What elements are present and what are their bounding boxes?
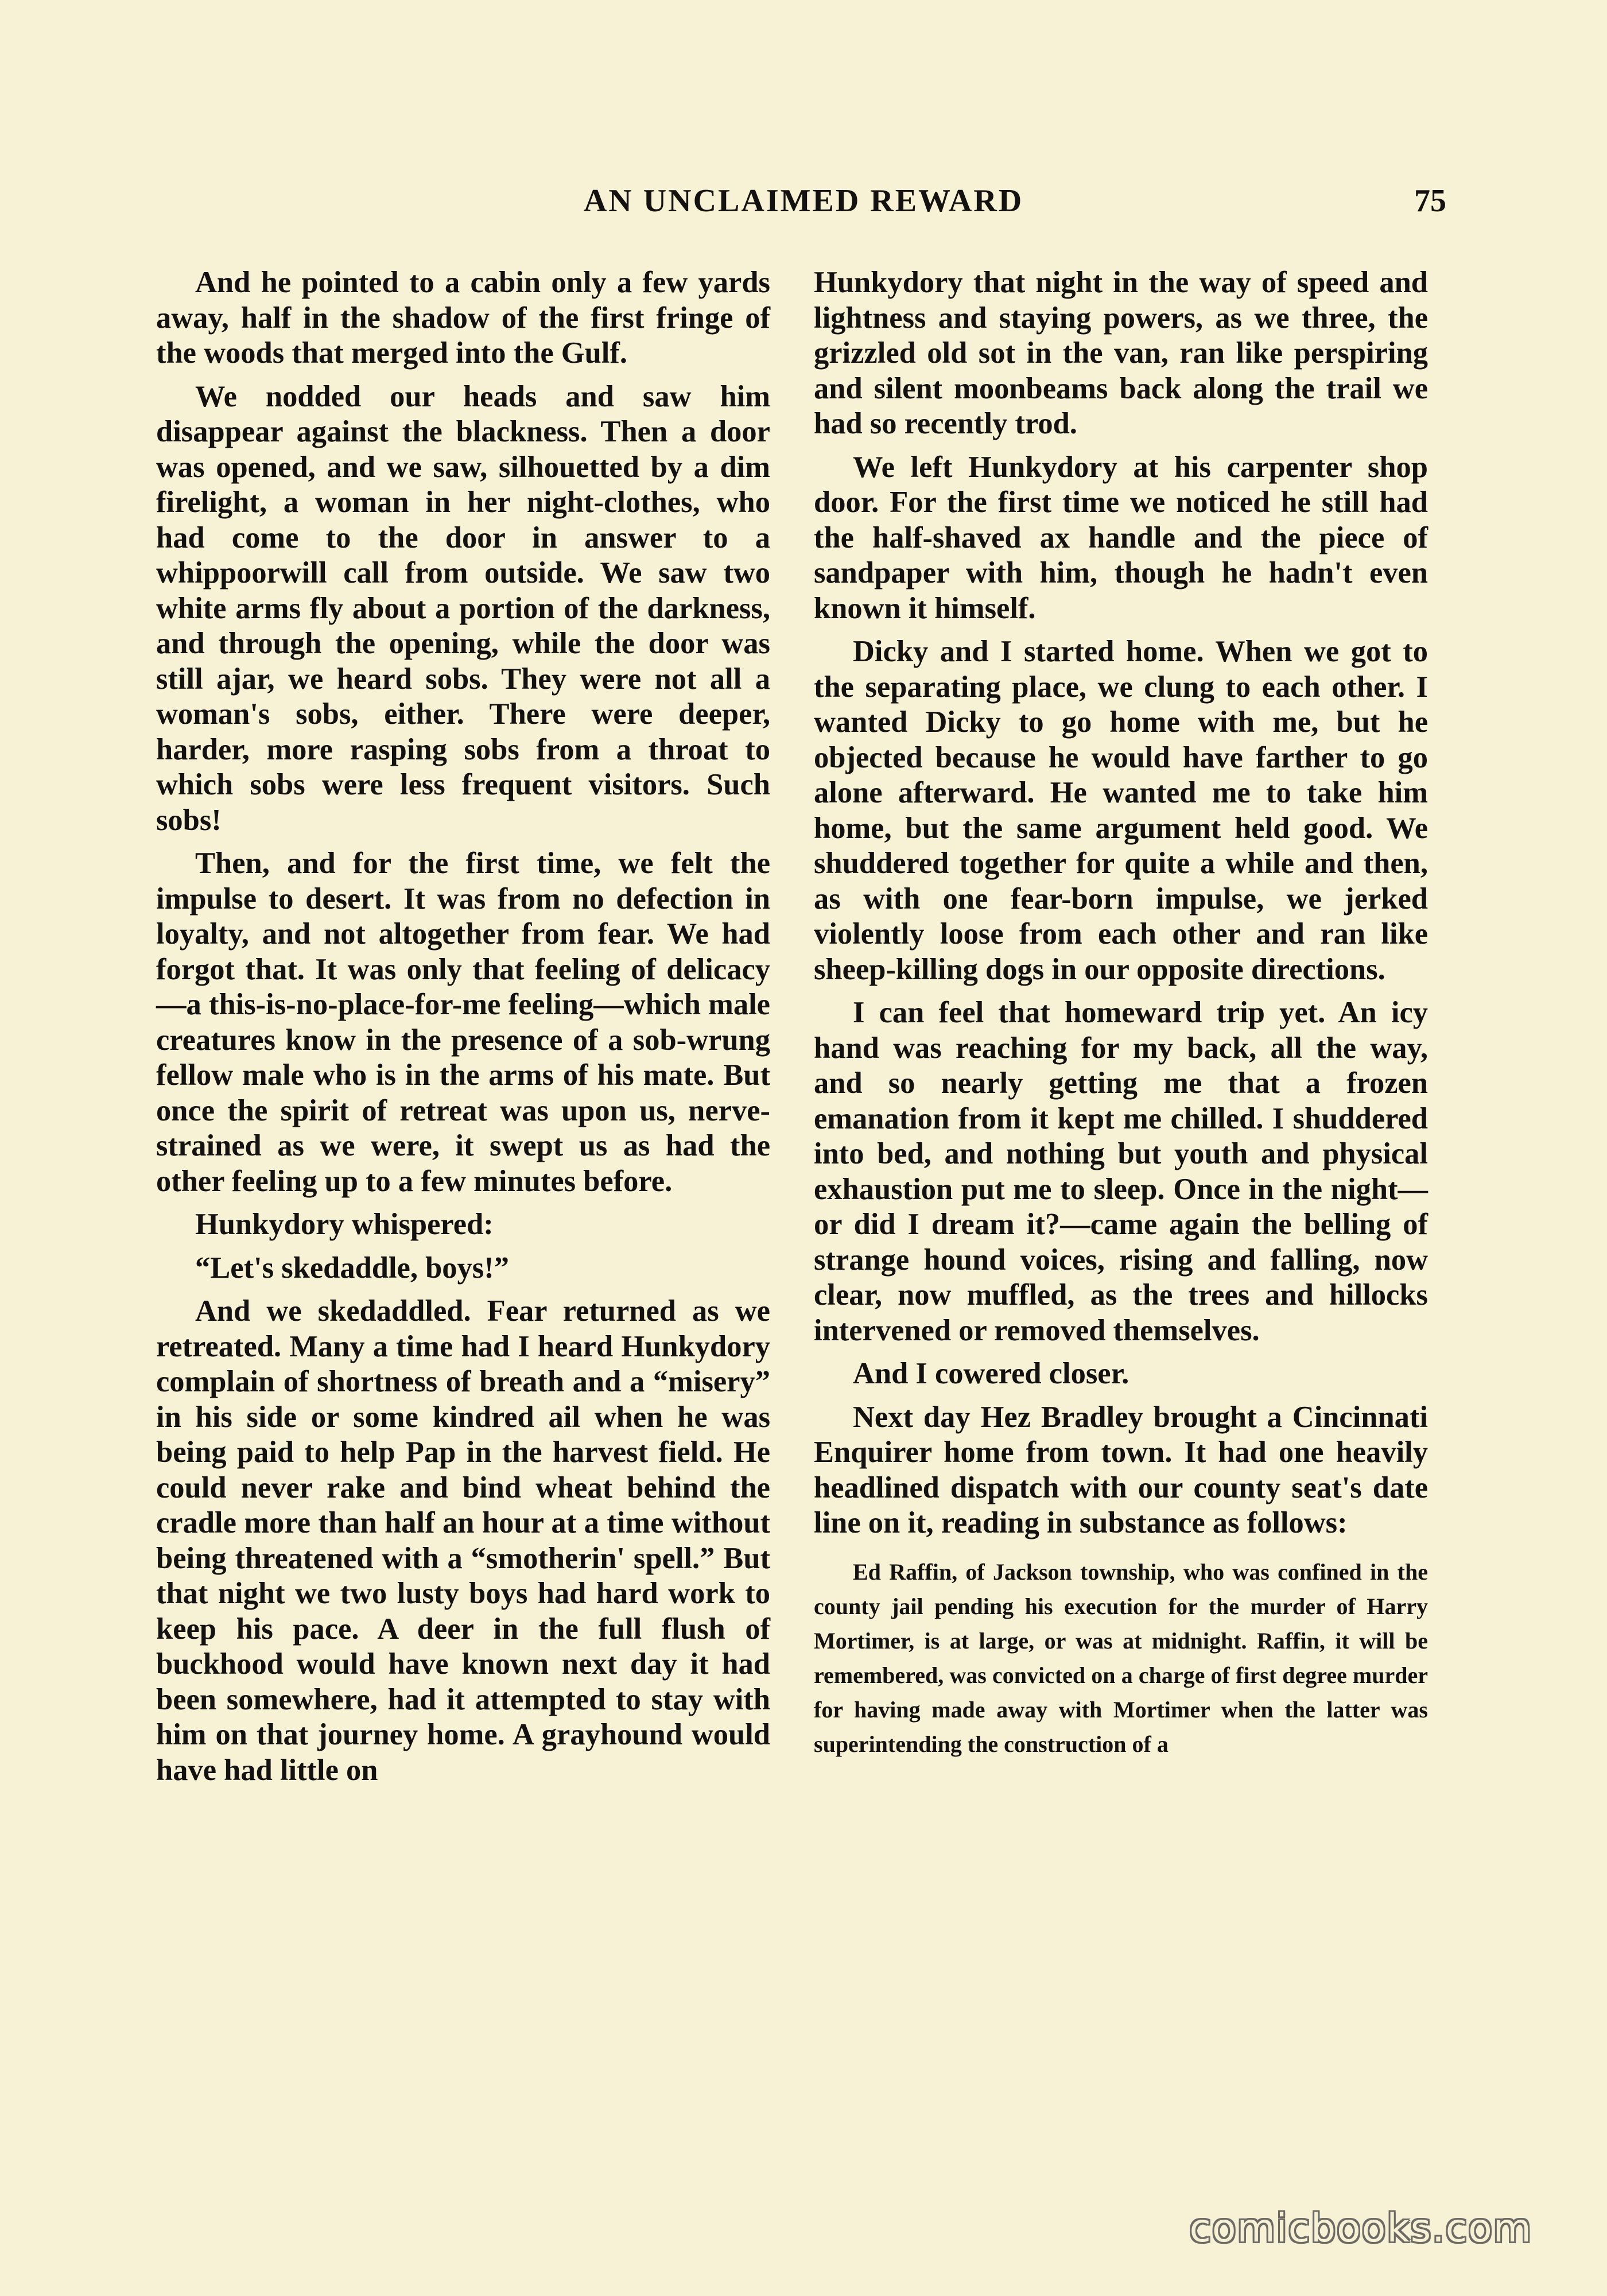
quoted-dispatch: Ed Raffin, of Jackson township, who was confined in the county jail pending his execution for the murder of Harry Mortimer, is at large, or was at midnight. Raffin, it will be remembered, was convicted on a charge of first degree murder for having made away with Mortimer when the latter was superintending the construction of a [814, 1558, 1428, 1757]
paragraph: Then, and for the first time, we felt the impulse to desert. It was from no defection in loyalty, and not altogether from fear. We had forgot that. It was only that feeling of delicacy—a this-is-no-place-for-me feeling—which male creatures know in the presence of a sob-wrung fellow male who is in the arms of his mate. But once the spirit of retreat was upon us, nerve-strained as we were, it swept us as had the other feeling up to a few minutes before. [156, 847, 770, 1198]
paragraph: Dicky and I started home. When we got to the separating place, we clung to each other. I wanted Dicky to go home with me, but he objected because he would have farther to go alone afterward. He wanted me to take him home, but the same argument held good. We shuddered together for quite a while and then, as with one fear-born impulse, we jerked violently loose from each other and ran like sheep-killing dogs in our opposite directions. [814, 635, 1428, 986]
paragraph: Next day Hez Bradley brought a Cincinnati Enquirer home from town. It had one heavily headlined dispatch with our county seat's date line on it, reading in substance as follows: [814, 1400, 1428, 1539]
left-column [156, 265, 770, 1796]
paragraph: I can feel that homeward trip yet. An icy hand was reaching for my back, all the way, and so nearly getting me that a frozen emanation from it kept me chilled. I shuddered into bed, and nothing but youth and physical exhaustion put me to sleep. Once in the night—or did I dream it?—came again the belling of strange hound voices, rising and falling, now clear, now muffled, as the trees and hillocks intervened or removed themselves. [814, 996, 1428, 1347]
paragraph: We left Hunkydory at his carpenter shop door. For the first time we noticed he still had the half-shaved ax handle and the piece of sandpaper with him, though he hadn't even known it himself. [814, 450, 1428, 625]
paragraph: And he pointed to a cabin only a few yards away, half in the shadow of the first fringe of the woods that merged into the Gulf. [156, 266, 770, 370]
right-column [814, 265, 1428, 1770]
paragraph: “Let's skedaddle, boys!” [195, 1251, 509, 1285]
running-title: AN UNCLAIMED REWARD [583, 183, 1024, 219]
paragraph: We nodded our heads and saw him disappear against the blackness. Then a door was opened, and we saw, silhouetted by a dim firelight, a woman in her night-clothes, who had come to the door in answer to a whippoorwill call from outside. We saw two white arms fly about a portion of the darkness, and through the opening, while the door was still ajar, we heard sobs. They were not all a woman's sobs, either. There were deeper, harder, more rasping sobs from a throat to which sobs were less frequent visitors. Such sobs! [156, 379, 770, 837]
paragraph: And I cowered closer. [853, 1357, 1129, 1390]
page-header [161, 183, 1446, 228]
paragraph-continued: Hunkydory that night in the way of speed and lightness and staying powers, as we three, the grizzled old sot in the van, ran like perspiring and silent moonbeams back along the trail we had so recently trod. [814, 266, 1428, 440]
page-number: 75 [1414, 183, 1446, 219]
watermark-logo: comicbooks.com [1189, 2206, 1532, 2251]
paragraph: Hunkydory whispered: [195, 1208, 494, 1241]
paragraph: And we skedaddled. Fear returned as we retreated. Many a time had I heard Hunkydory complain of shortness of breath and a “misery” in his side or some kindred ail when he was being paid to help Pap in the harvest field. He could never rake and bind wheat behind the cradle more than half an hour at a time without being threatened with a “smotherin' spell.” But that night we two lusty boys had hard work to keep his pace. A deer in the full flush of buckhood would have known next day it had been somewhere, had it attempted to stay with him on that journey home. A grayhound would have had little on [156, 1294, 770, 1787]
